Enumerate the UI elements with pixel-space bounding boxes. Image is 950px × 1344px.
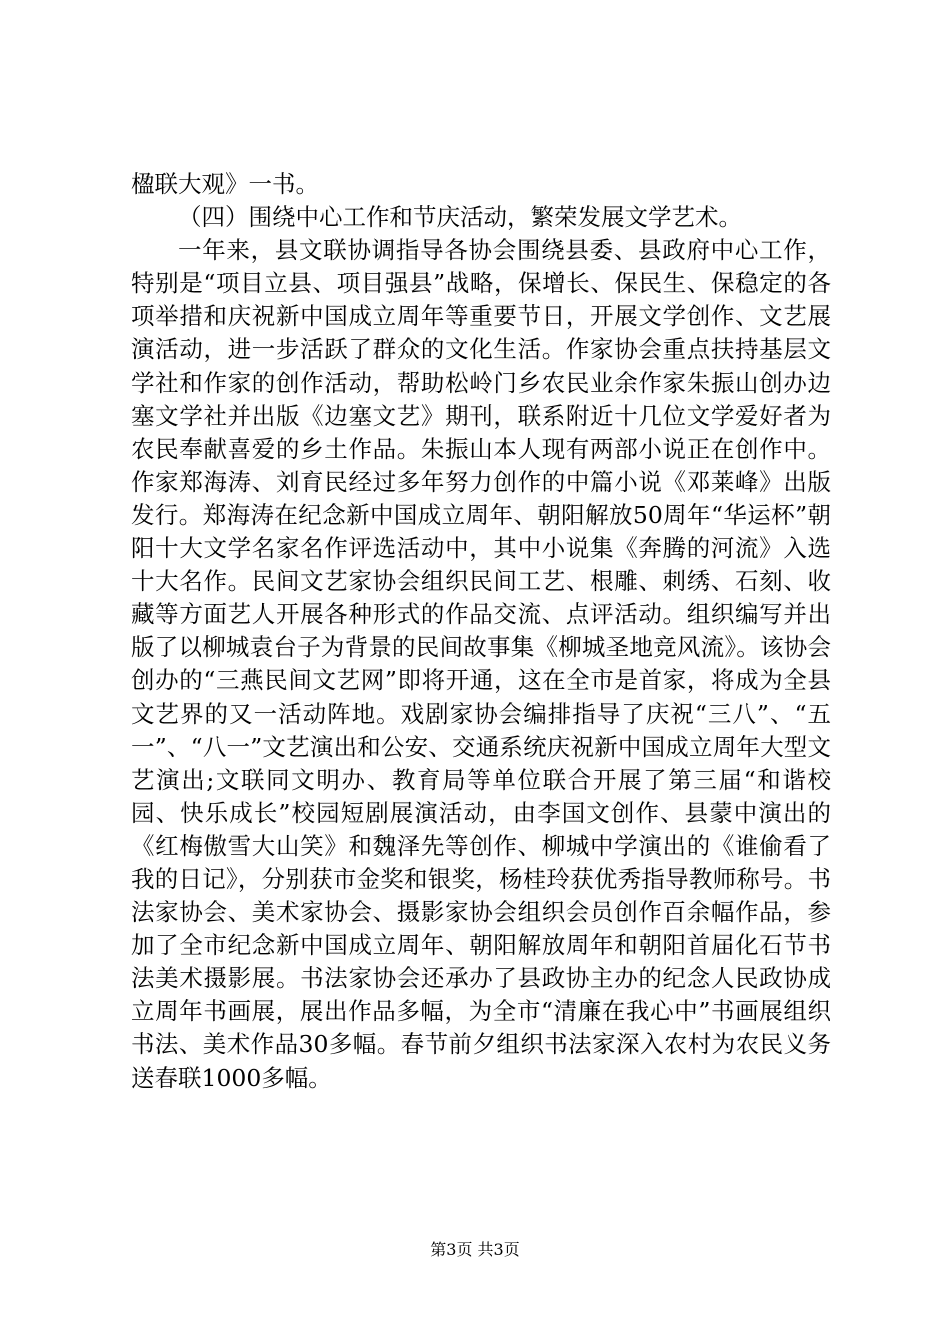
document-body <box>131 168 831 1095</box>
paragraph-continuation: 楹联大观》一书。 <box>131 170 319 198</box>
page-footer: 第3页 共3页 <box>430 1240 520 1259</box>
paragraph-body: 一年来，县文联协调指导各协会围绕县委、县政府中心工作，特别是“项目立县、项目强县”战略，保增长、保民生、保稳定的各项举措和庆祝新中国成立周年等重要节日，开展文学创作、文艺展演活动，进一步活跃了群众的文化生活。作家协会重点扶持基层文学社和作家的创作活动，帮助松岭门乡农民业余作家朱振山创办边塞文学社并出版《边塞文艺》期刊，联系附近十几位文学爱好者为农民奉献喜爱的乡土作品。朱振山本人现有两部小说正在创作中。作家郑海涛、刘育民经过多年努力创作的中篇小说《邓莱峰》出版发行。郑海涛在纪念新中国成立周年、朝阳解放50周年“华运杯”朝阳十大文学名家名作评选活动中，其中小说集《奔腾的河流》入选十大名作。民间文艺家协会组织民间工艺、根雕、刺绣、石刻、收藏等方面艺人开展各种形式的作品交流、点评活动。组织编写并出版了以柳城袁台子为背景的民间故事集《柳城圣地竞风流》。该协会创办的“三燕民间文艺网”即将开通，这在全市是首家，将成为全县文艺界的又一活动阵地。戏剧家协会编排指导了庆祝“三八”、“五一”、“八一”文艺演出和公安、交通系统庆祝新中国成立周年大型文艺演出;文联同文明办、教育局等单位联合开展了第三届“和谐校园、快乐成长”校园短剧展演活动，由李国文创作、县蒙中演出的《红梅傲雪大山笑》和魏泽先等创作、柳城中学演出的《谁偷看了我的日记》，分别获市金奖和银奖，杨桂玲获优秀指导教师称号。书法家协会、美术家协会、摄影家协会组织会员创作百余幅作品，参加了全市纪念新中国成立周年、朝阳解放周年和朝阳首届化石节书法美术摄影展。书法家协会还承办了县政协主办的纪念人民政协成立周年书画展，展出作品多幅，为全市“清廉在我心中”书画展组织书法、美术作品30多幅。春节前夕组织书法家深入农村为农民义务送春联1000多幅。 <box>131 236 831 1092</box>
section-heading: （四）围绕中心工作和节庆活动，繁荣发展文学艺术。 <box>178 203 742 232</box>
